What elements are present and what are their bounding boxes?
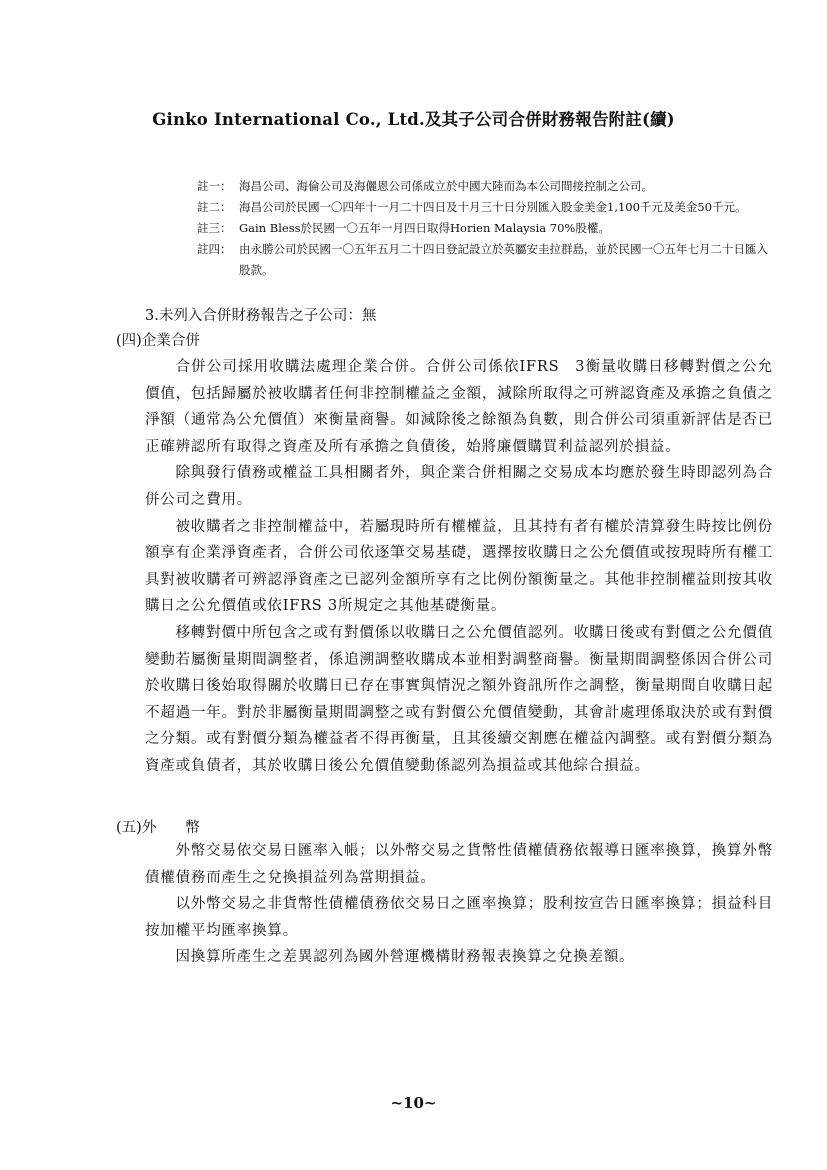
unconsolidated-subsidiaries-item: 3.未列入合併財務報告之子公司：無 bbox=[145, 308, 377, 324]
section-body-business-combination bbox=[145, 354, 773, 780]
paragraph: 以外幣交易之非貨幣性債權債務依交易日之匯率換算；股利按宣告日匯率換算；損益科目按加權平均匯率換算。 bbox=[145, 896, 773, 939]
section-heading-foreign-currency: (五)外 幣 bbox=[116, 820, 200, 836]
footnote-text: 由永勝公司於民國一〇五年五月二十四日登記設立於英屬安圭拉群島，並於民國一〇五年七月二十日匯入股款。 bbox=[239, 242, 768, 277]
footnote bbox=[197, 197, 777, 218]
paragraph: 因換算所產生之差異認列為國外營運機構財務報表換算之兌換差額。 bbox=[175, 949, 635, 966]
footnote bbox=[197, 176, 777, 197]
footnote-label: 註四： bbox=[197, 242, 232, 256]
footnote bbox=[197, 239, 777, 281]
page-title: Ginko International Co., Ltd.及其子公司合併財務報告附註(續) bbox=[152, 110, 675, 129]
section-heading-business-combination: (四)企業合併 bbox=[116, 333, 200, 349]
paragraph: 外幣交易依交易日匯率入帳；以外幣交易之貨幣性債權債務依報導日匯率換算，換算外幣債權債務而產生之兌換損益列為當期損益。 bbox=[145, 843, 773, 886]
footnote-label: 註二： bbox=[197, 200, 232, 214]
paragraph: 被收購者之非控制權益中，若屬現時所有權權益，且其持有者有權於清算發生時按比例份額享有企業淨資產者，合併公司依逐筆交易基礎，選擇按收購日之公允價值或按現時所有權工具對被收購者可辨認淨資產之已認列金額所享有之比例份額衡量之。其他非控制權益則按其收購日之公允價值或依IFRS 3所規定之其他基礎衡量。 bbox=[145, 518, 773, 615]
paragraph: 移轉對價中所包含之或有對價係以收購日之公允價值認列。收購日後或有對價之公允價值變動若屬衡量期間調整者，係追溯調整收購成本並相對調整商譽。衡量期間調整係因合併公司於收購日後始取得關於收購日已存在事實與情況之額外資訊所作之調整，衡量期間自收購日起不超過一年。對於非屬衡量期間調整之或有對價公允價值變動，其會計處理係取決於或有對價之分類。或有對價分類為權益者不得再衡量，且其後續交割應在權益內調整。或有對價分類為資產或負債者，其於收購日後公允價值變動係認列為損益或其他綜合損益。 bbox=[145, 624, 773, 774]
footnote-text: 海昌公司、海倫公司及海儷恩公司係成立於中國大陸而為本公司間接控制之公司。 bbox=[239, 179, 653, 193]
page-number: ~10~ bbox=[390, 1094, 437, 1112]
paragraph: 除與發行債務或權益工具相關者外，與企業合併相關之交易成本均應於發生時即認列為合併公司之費用。 bbox=[145, 465, 773, 508]
footnote-text: 海昌公司於民國一〇四年十一月二十四日及十月三十日分別匯入股金美金1,100千元及美金50千元。 bbox=[239, 200, 747, 214]
section-body-foreign-currency bbox=[145, 838, 773, 971]
footnote-text: Gain Bless於民國一〇五年一月四日取得Horien Malaysia 70%股權。 bbox=[239, 221, 610, 235]
footnotes bbox=[197, 176, 777, 281]
footnote-label: 註三： bbox=[197, 221, 232, 235]
footnote-label: 註一： bbox=[197, 179, 232, 193]
footnote bbox=[197, 218, 777, 239]
paragraph: 合併公司採用收購法處理企業合併。合併公司係依IFRS 3衡量收購日移轉對價之公允價值，包括歸屬於被收購者任何非控制權益之金額，減除所取得之可辨認資產及承擔之負債之淨額（通常為公允價值）來衡量商譽。如減除後之餘額為負數，則合併公司須重新評估是否已正確辨認所有取得之資產及所有承擔之負債後，始將廉價購買利益認列於損益。 bbox=[145, 359, 773, 455]
